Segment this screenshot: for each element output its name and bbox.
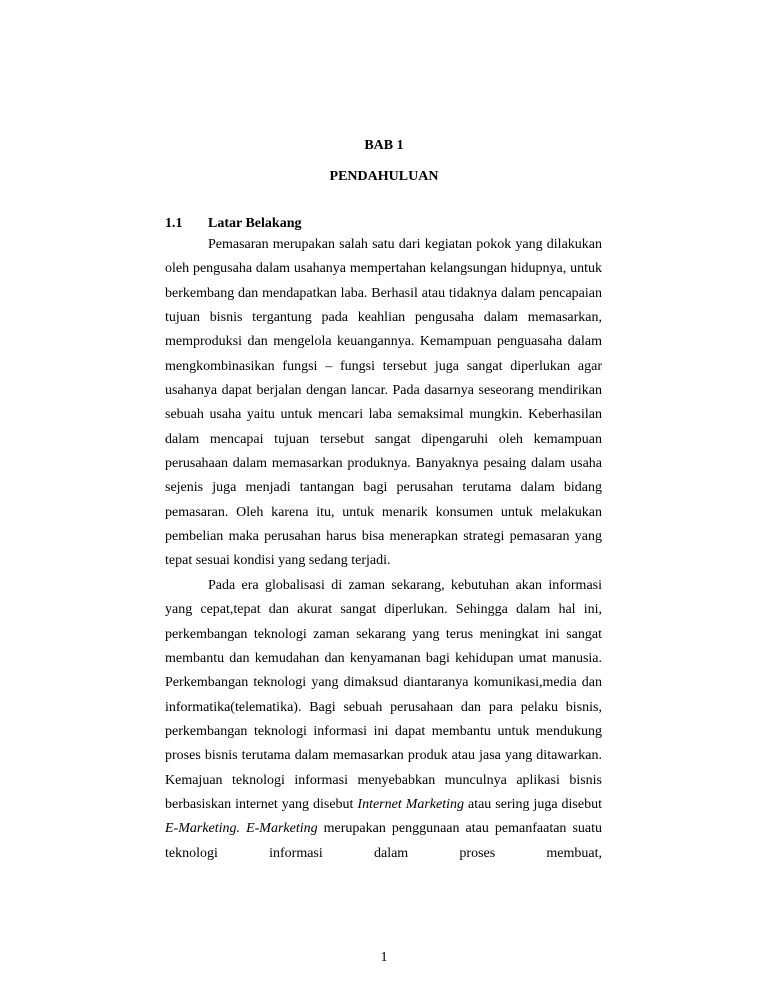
term-internet-marketing: Internet Marketing — [357, 796, 465, 812]
section-title: Latar Belakang — [208, 216, 302, 231]
paragraph-1: Pemasaran merupakan salah satu dari kegiatan pokok yang dilakukan oleh pengusaha dalam usahanya mempertahan kelangsungan hidupnya, untuk berkembang dan mendapatkan laba. Berhasil atau tidaknya dalam pencapaian tujuan bisnis tergantung pada keahlian pengusaha dalam memasarkan, memproduksi dan mengelola keuangannya. Kemampuan penguasaha dalam mengkombinasikan fungsi – fungsi tersebut juga sangat diperlukan agar usahanya dapat berjalan dengan lancar. Pada dasarnya seseorang mendirikan sebuah usaha yaitu untuk mencari laba semaksimal mungkin. Keberhasilan dalam mencapai tujuan tersebut sangat dipengaruhi oleh kemampuan perusahaan dalam memasarkan produknya. Banyaknya pesaing dalam usaha sejenis juga menjadi tantangan bagi perusahan terutama dalam bidang pemasaran. Oleh karena itu, untuk menarik konsumen untuk melakukan pembelian maka perusahan harus bisa menerapkan strategi pemasaran yang tepat sesuai kondisi yang sedang terjadi. — [165, 237, 602, 569]
term-e-marketing-2: E-Marketing — [246, 821, 318, 837]
paragraph-2-text-d: merupakan penggunaan atau pemanfaatan suatu teknologi informasi dalam proses membuat, — [165, 821, 603, 861]
chapter-number: BAB 1 — [364, 138, 404, 153]
term-e-marketing-1: E-Marketing. — [165, 821, 241, 837]
body-text — [165, 233, 602, 866]
section-number: 1.1 — [165, 216, 183, 231]
page-number: 1 — [380, 950, 388, 965]
paragraph-2-text-a: Pada era globalisasi di zaman sekarang, kebutuhan akan informasi yang cepat,tepat dan akurat sangat diperlukan. Sehingga dalam hal ini, perkembangan teknologi zaman sekarang yang terus meningkat ini sangat membantu dan kemudahan dan kenyamanan bagi kehidupan umat manusia. Perkembangan teknologi yang dimaksud diantaranya komunikasi,media dan informatika(telematika). Bagi sebuah perusahaan dan para pelaku bisnis, perkembangan teknologi informasi ini dapat membantu untuk mendukung proses bisnis terutama dalam memasarkan produk atau jasa yang ditawarkan. Kemajuan teknologi informasi menyebabkan munculnya aplikasi bisnis berbasiskan internet yang disebut — [165, 577, 602, 812]
chapter-title: PENDAHULUAN — [329, 169, 439, 184]
section-heading — [165, 216, 301, 232]
paragraph-2 — [165, 574, 602, 866]
paragraph-2-text-b: atau sering juga disebut — [464, 796, 602, 812]
